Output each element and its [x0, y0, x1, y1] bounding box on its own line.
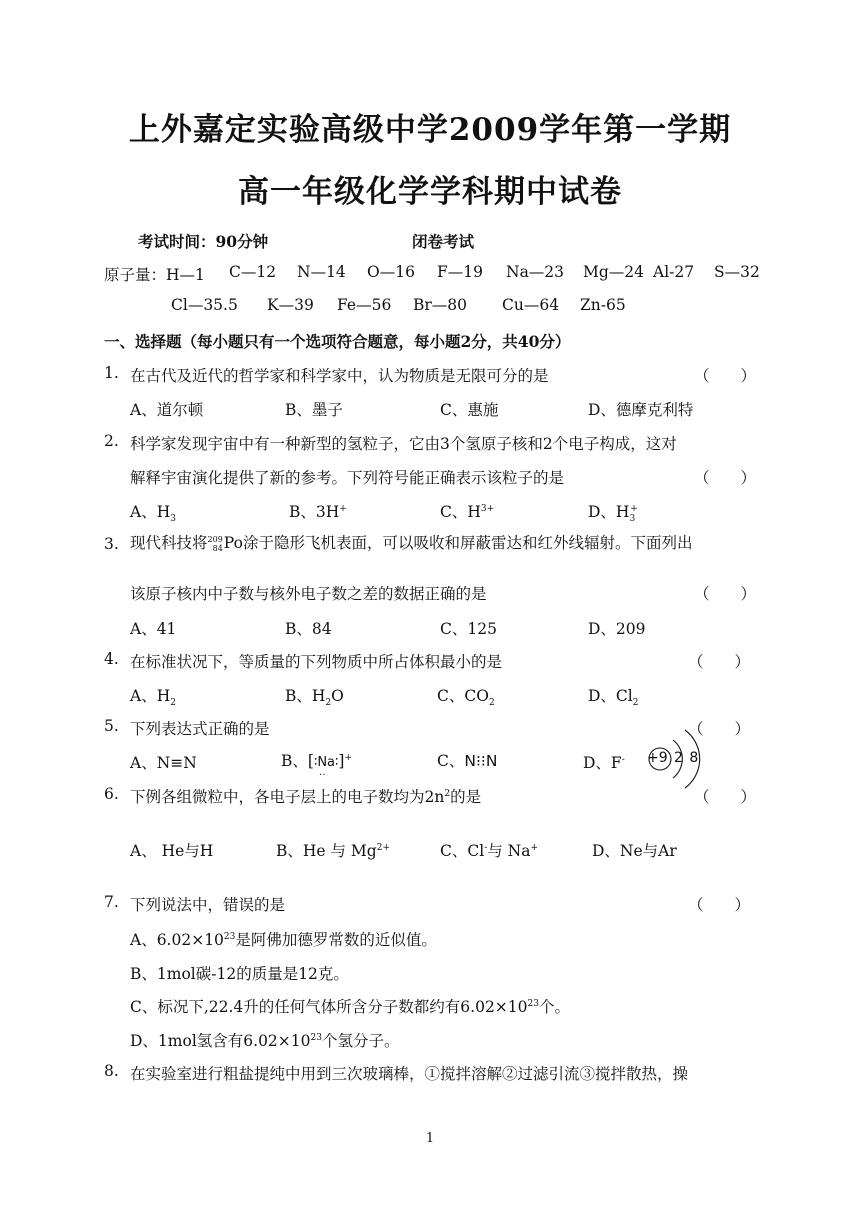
- nuclide-notation: 209 84: [207, 535, 223, 553]
- option-b: B、84: [285, 620, 332, 638]
- option-a: A、$H_3$: [130, 503, 176, 525]
- section1-heading: 一、选择题（每小题只有一个选项符合题意，每小题2分，共40分）: [104, 332, 571, 351]
- option-b: B、墨子: [285, 401, 343, 419]
- atomic-mass-zn: Zn-65: [580, 296, 626, 314]
- question-stem: 下列说法中，错误的是: [130, 896, 286, 914]
- atomic-mass-h: 原子量：H—1: [104, 266, 205, 284]
- answer-paren: （ ）: [694, 469, 757, 487]
- option-c: C、标况下,22.4升的任何气体所含分子数都约有$6.02\times 10^{23}$个。: [130, 998, 570, 1016]
- question-stem-line1: 现代科技将209 84Po涂于隐形飞机表面，可以吸收和屏蔽雷达和红外线辐射。下面列出: [130, 534, 693, 553]
- option-c: C、125: [440, 620, 497, 638]
- question-stem: 在古代及近代的哲学家和科学家中，认为物质是无限可分的是: [130, 367, 549, 385]
- option-a: A、 He与H: [130, 842, 214, 860]
- exam-title-line2: 高一年级化学学科期中试卷: [238, 174, 622, 210]
- atomic-mass-s: S—32: [714, 263, 760, 281]
- question-number: 2.: [104, 432, 119, 450]
- option-d: D、Ne与Ar: [592, 842, 677, 860]
- question-stem: 在实验室进行粗盐提纯中用到三次玻璃棒，①搅拌溶解②过滤引流③搅拌散热，操: [130, 1065, 689, 1083]
- answer-paren: （ ）: [688, 896, 751, 914]
- answer-paren: （ ）: [694, 788, 757, 806]
- option-c: C、N⁝⁝N: [437, 752, 498, 770]
- atomic-mass-fe: Fe—56: [337, 296, 392, 314]
- option-b: B、3H+: [289, 503, 347, 521]
- answer-paren: （ ）: [694, 585, 757, 603]
- option-a: A、N≡N: [130, 754, 197, 772]
- question-number: 3.: [104, 535, 119, 553]
- shell-electron-counts: 2 8: [674, 750, 700, 766]
- atomic-mass-k: K—39: [267, 296, 314, 314]
- answer-paren: （ ）: [694, 367, 757, 385]
- option-c: C、惠施: [440, 401, 499, 419]
- question-stem: 在标准状况下，等质量的下列物质中所占体积最小的是: [130, 653, 503, 671]
- answer-paren: （ ）: [688, 720, 751, 738]
- atomic-mass-al: Al-27: [653, 263, 695, 281]
- option-a: A、41: [130, 620, 177, 638]
- option-d: D、$H_3^+$: [588, 503, 638, 525]
- option-a: A、$H_2$: [130, 687, 176, 709]
- option-b: B、[∶Na∶]+: [281, 752, 353, 770]
- question-stem-line2: 该原子核内中子数与核外电子数之差的数据正确的是: [130, 585, 487, 603]
- question-stem: 下例各组微粒中，各电子层上的电子数均为$2n^2$的是: [130, 788, 482, 806]
- option-c: C、$CO_2$: [437, 687, 495, 709]
- lone-pair-dots: ‥: [319, 767, 327, 778]
- atomic-mass-mg: Mg—24: [583, 263, 645, 281]
- option-c: C、Cl-与 Na+: [440, 842, 539, 860]
- answer-paren: （ ）: [688, 653, 751, 671]
- option-d: D、209: [588, 620, 646, 638]
- option-d: D、$Cl_2$: [588, 687, 639, 709]
- question-number: 1.: [104, 364, 119, 382]
- atomic-structure-diagram: [640, 724, 720, 794]
- atomic-mass-n: N—14: [297, 263, 346, 281]
- question-number: 6.: [104, 785, 119, 803]
- atomic-mass-br: Br—80: [413, 296, 468, 314]
- question-number: 4.: [104, 650, 119, 668]
- atomic-mass-c: C—12: [229, 263, 277, 281]
- nucleus-charge: +9: [647, 750, 668, 766]
- atomic-mass-o: O—16: [367, 263, 415, 281]
- option-a: A、$6.02\times 10^{23}$是阿佛加德罗常数的近似值。: [130, 931, 437, 949]
- atomic-mass-f: F—19: [437, 263, 483, 281]
- option-b: B、He 与 $Mg^{2+}$: [276, 842, 391, 860]
- exam-time: 考试时间：90分钟: [138, 232, 269, 251]
- option-d: D、德摩克利特: [588, 401, 694, 419]
- exam-title-line1: 上外嘉定实验高级中学2009学年第一学期: [128, 112, 732, 148]
- exam-type: 闭卷考试: [412, 232, 475, 251]
- option-d: D、1mol氢含有$6.02\times 10^{23}$个氢分子。: [130, 1032, 400, 1050]
- option-a: A、道尔顿: [130, 401, 204, 419]
- question-stem-line2: 解释宇宙演化提供了新的参考。下列符号能正确表示该粒子的是: [130, 469, 565, 487]
- option-b: B、$H_2O$: [285, 687, 344, 709]
- question-stem: 下列表达式正确的是: [130, 720, 270, 738]
- option-d: D、F-: [583, 754, 625, 772]
- page-number: 1: [425, 1131, 435, 1146]
- atomic-mass-cl: Cl—35.5: [171, 296, 238, 314]
- atomic-mass-cu: Cu—64: [502, 296, 560, 314]
- option-b: B、1mol碳-12的质量是12克。: [130, 965, 349, 983]
- option-c: C、$H^{3+}$: [440, 503, 495, 521]
- question-number: 7.: [104, 893, 119, 911]
- atomic-mass-na: Na—23: [506, 263, 565, 281]
- question-stem-line1: 科学家发现宇宙中有一种新型的氢粒子，它由3个氢原子核和2个电子构成，这对: [130, 435, 677, 453]
- question-number: 5.: [104, 717, 119, 735]
- question-number: 8.: [104, 1062, 119, 1080]
